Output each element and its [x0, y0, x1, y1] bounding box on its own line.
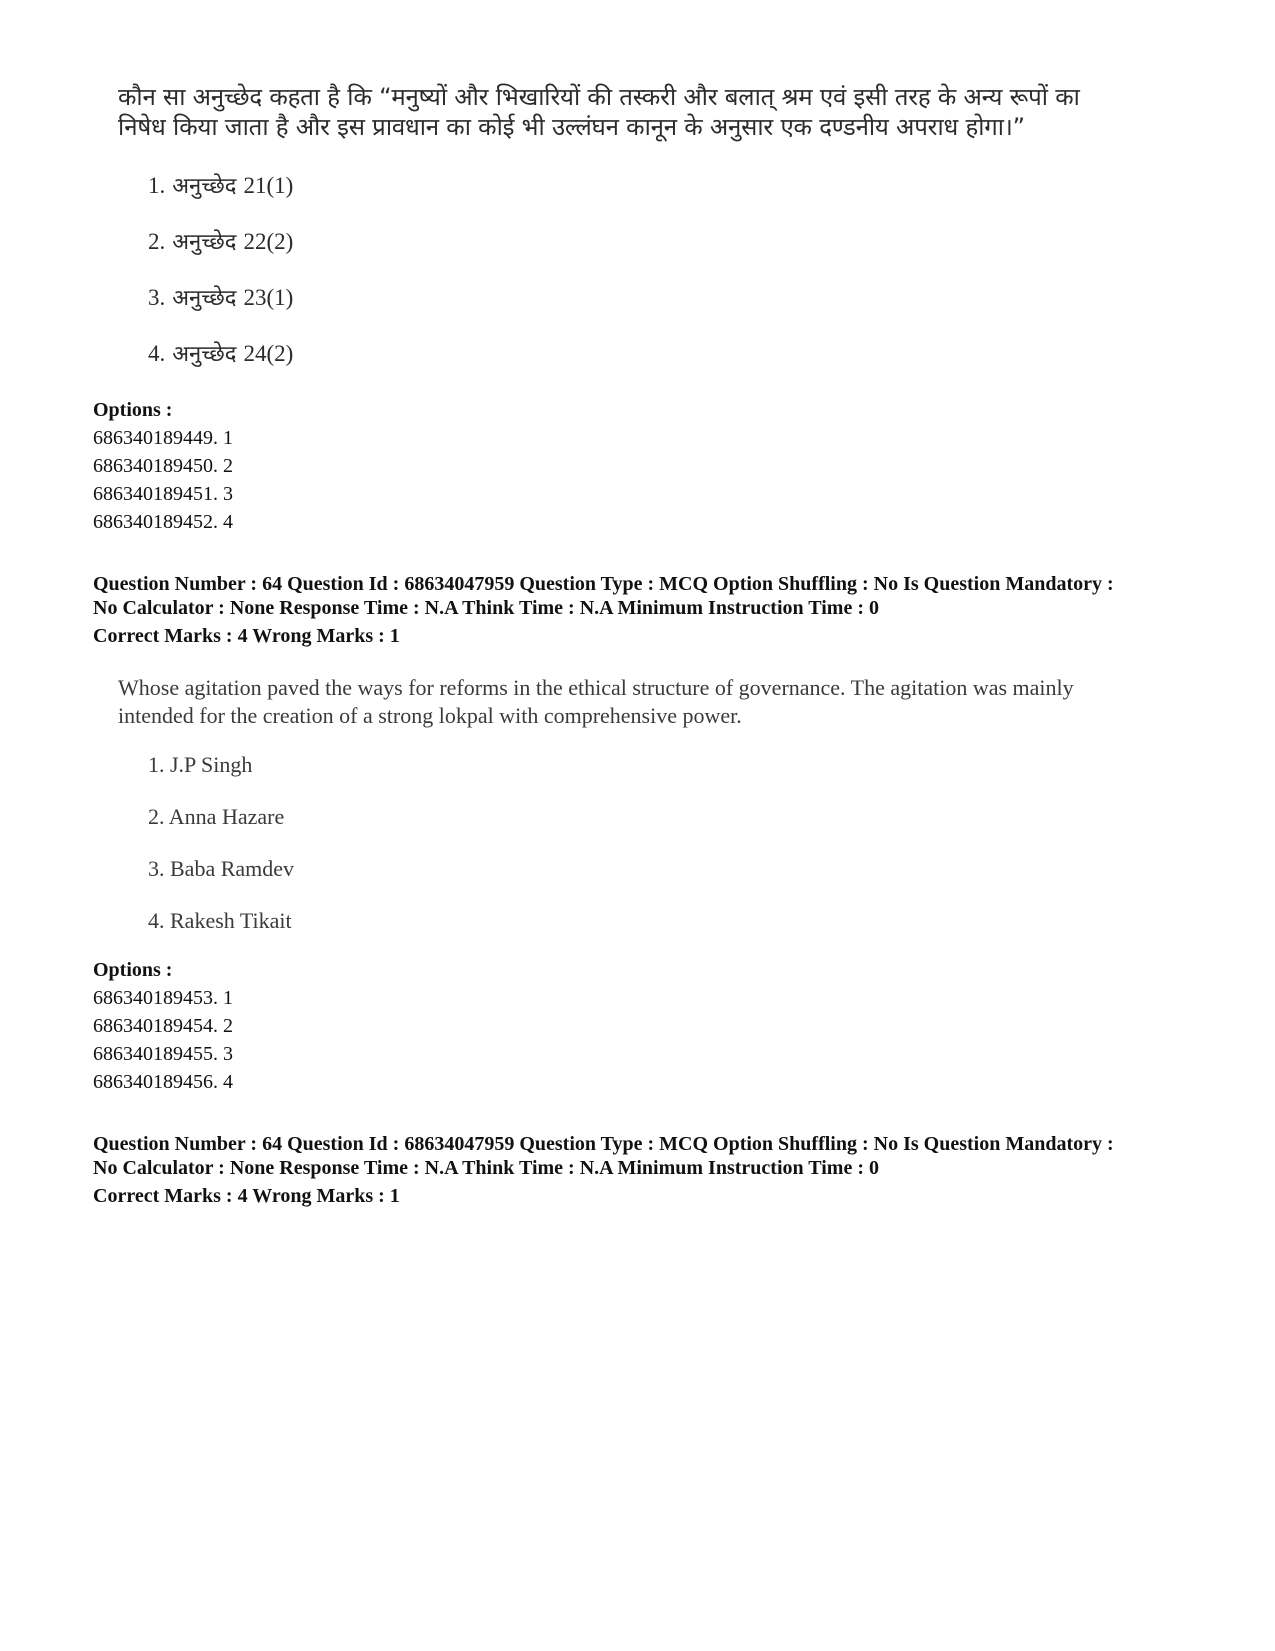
question-64-choice-4: 4. Rakesh Tikait [148, 908, 292, 933]
question-63-choice-1: 1. अनुच्छेद 21(1) [148, 173, 294, 199]
question-marks: Correct Marks : 4 Wrong Marks : 1 [93, 625, 400, 647]
question-64-choice-2: 2. Anna Hazare [148, 804, 285, 829]
option-id-row: 686340189454. 2 [93, 1015, 233, 1037]
option-id-row: 686340189452. 4 [93, 511, 233, 533]
option-id-row: 686340189453. 1 [93, 987, 233, 1009]
option-id-row: 686340189450. 2 [93, 455, 233, 477]
question-63-image [118, 82, 1178, 142]
question-63-choices [118, 170, 1178, 370]
option-id-row: 686340189455. 3 [93, 1043, 233, 1065]
option-id-row: 686340189449. 1 [93, 427, 233, 449]
question-meta-line-1: Question Number : 64 Question Id : 68634047959 Question Type : MCQ Option Shuffling : No Is Question Mandatory : [93, 1133, 1114, 1155]
question-64-hindi-meta [93, 1132, 1193, 1208]
option-id-row: 686340189451. 3 [93, 483, 233, 505]
question-64-options [93, 956, 233, 1096]
question-marks: Correct Marks : 4 Wrong Marks : 1 [93, 1185, 400, 1207]
options-heading: Options : [93, 399, 173, 421]
question-63-choice-3: 3. अनुच्छेद 23(1) [148, 285, 294, 311]
question-64-choices [118, 752, 1178, 942]
question-64-meta [93, 572, 1193, 648]
question-64-choice-3: 3. Baba Ramdev [148, 856, 295, 881]
question-63-choice-4: 4. अनुच्छेद 24(2) [148, 341, 294, 367]
question-64-stem-line-2: intended for the creation of a strong lokpal with comprehensive power. [118, 703, 742, 728]
question-64-stem-line-1: Whose agitation paved the ways for reforms in the ethical structure of governance. The agitation was mainly [118, 675, 1074, 700]
option-id-row: 686340189456. 4 [93, 1071, 233, 1093]
question-meta-line-2: No Calculator : None Response Time : N.A Think Time : N.A Minimum Instruction Time : 0 [93, 1157, 879, 1179]
question-63-stem-line-2: निषेध किया जाता है और इस प्रावधान का कोई भी उल्लंघन कानून के अनुसार एक दण्डनीय अपराध होगा।” [118, 113, 1025, 141]
question-64-choice-1: 1. J.P Singh [148, 752, 253, 777]
question-meta-line-1: Question Number : 64 Question Id : 68634047959 Question Type : MCQ Option Shuffling : No Is Question Mandatory : [93, 573, 1114, 595]
question-63-choice-2: 2. अनुच्छेद 22(2) [148, 229, 294, 255]
options-heading: Options : [93, 959, 173, 981]
question-meta-line-2: No Calculator : None Response Time : N.A Think Time : N.A Minimum Instruction Time : 0 [93, 597, 879, 619]
question-64-image [118, 674, 1178, 730]
question-63-options [93, 396, 233, 536]
question-63-stem-line-1: कौन सा अनुच्छेद कहता है कि “मनुष्यों और भिखारियों की तस्करी और बलात् श्रम एवं इसी तरह के अन्य रूपों का [118, 83, 1080, 111]
